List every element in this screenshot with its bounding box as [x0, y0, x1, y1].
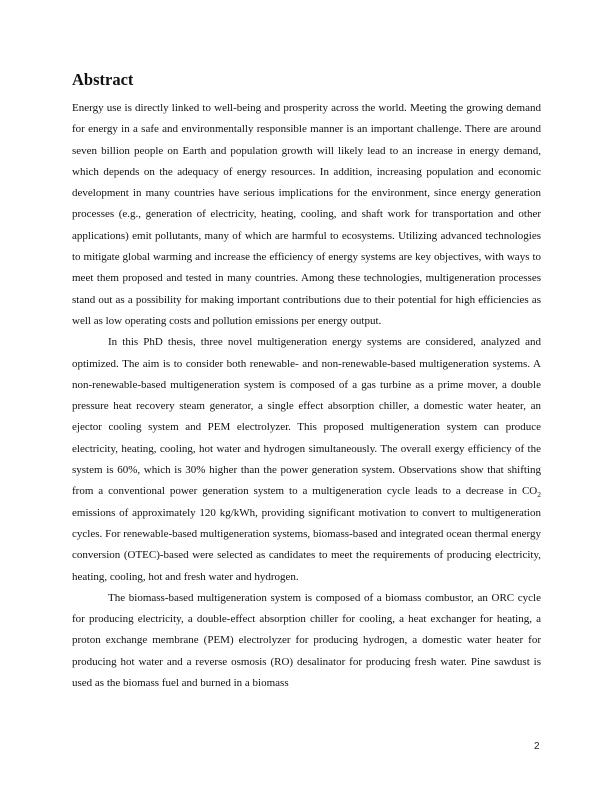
paragraph-2-part-2: emissions of approximately 120 kg/kWh, providing significant motivation to convert to multigeneration cycles. For renewable-based multigeneration systems, biomass-based and integrated ocean thermal energy conversion (OTEC)-based were selected as candidates to meet the requirements of producing electricity, heating, cooling, hot and fresh water and hydrogen.: [72, 506, 541, 583]
paragraph-3: The biomass-based multigeneration system is composed of a biomass combustor, an ORC cycle for producing electricity, a double-effect absorption chiller for cooling, a heat exchanger for heating, a proton exchange membrane (PEM) electrolyzer for producing hydrogen, a domestic water heater for producing hot water and a reverse osmosis (RO) desalinator for producing fresh water. Pine sawdust is used as the biomass fuel and burned in a biomass: [72, 591, 541, 690]
section-heading: Abstract: [72, 70, 134, 89]
page-number: 2: [534, 741, 540, 752]
co2-subscript: 2: [537, 490, 541, 500]
paragraph-2-part-1: In this PhD thesis, three novel multigeneration energy systems are considered, analyzed and optimized. The aim is to consider both renewable- and non-renewable-based multigeneration systems. A non-renewable-based multigeneration system is composed of a gas turbine as a prime mover, a double pressure heat recovery steam generator, a single effect absorption chiller, a domestic water heater, an ejector cooling system and PEM electrolyzer. This proposed multigeneration system can produce electricity, heating, cooling, hot water and hydrogen simultaneously. The overall exergy efficiency of the system is 60%, which is 30% higher than the power generation system. Observations show that shifting from a conventional power generation system to a multigeneration cycle leads to a decrease in CO: [72, 336, 541, 498]
abstract-body: [72, 98, 541, 694]
paragraph-1: Energy use is directly linked to well-being and prosperity across the world. Meeting the growing demand for energy in a safe and environmentally responsible manner is an important challenge. There are around seven billion people on Earth and population growth will likely lead to an increase in energy demand, which depends on the adequacy of energy resources. In addition, increasing population and economic development in many countries have serious implications for the environment, since energy generation processes (e.g., generation of electricity, heating, cooling, and shaft work for transportation and other applications) emit pollutants, many of which are harmful to ecosystems. Utilizing advanced technologies to mitigate global warming and increase the efficiency of energy systems are key objectives, with ways to meet them proposed and tested in many countries. Among these technologies, multigeneration processes stand out as a possibility for making important contributions due to their potential for high efficiencies as well as low operating costs and pollution emissions per energy output.: [72, 102, 541, 327]
paragraph-2: [72, 332, 541, 588]
